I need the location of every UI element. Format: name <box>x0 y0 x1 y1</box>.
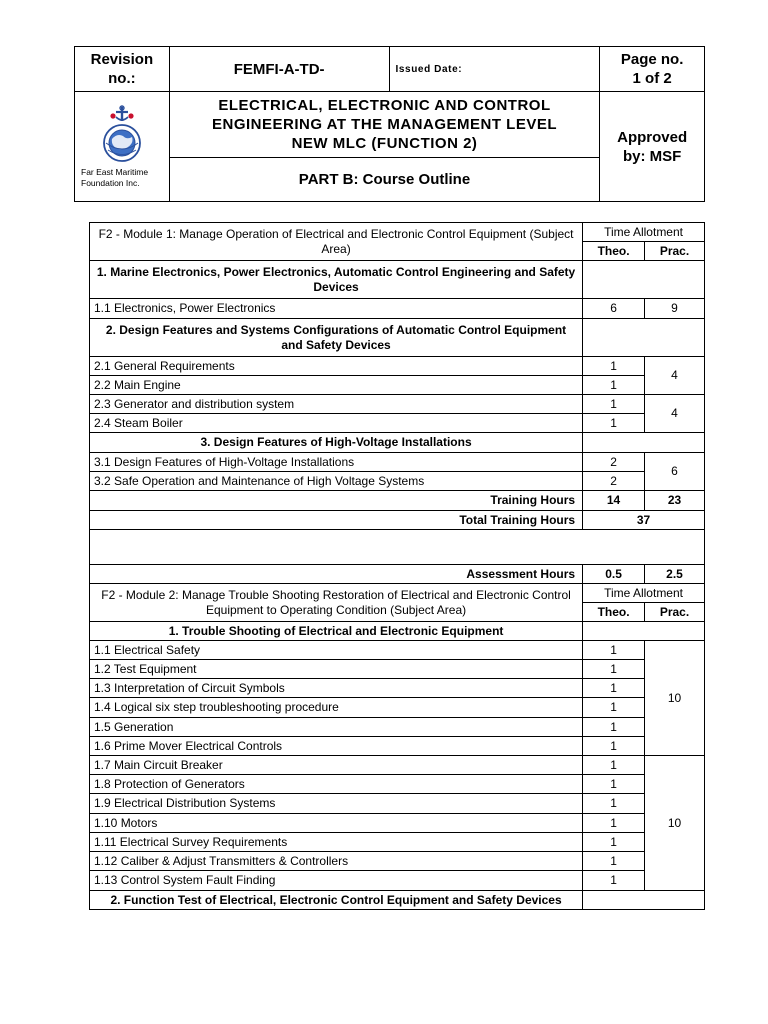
page-number-label: Page no. <box>620 51 684 68</box>
table-row-label: 3.2 Safe Operation and Maintenance of High Voltage Systems <box>90 472 583 491</box>
empty-cell <box>583 433 705 453</box>
module1-theo-header: Theo. <box>583 242 645 261</box>
spacer-row <box>90 530 705 565</box>
theo-value: 1 <box>583 698 645 718</box>
empty-cell <box>583 622 705 641</box>
prac-value: 10 <box>645 756 705 891</box>
prac-value: 4 <box>645 357 705 395</box>
module1-section2-heading: 2. Design Features and Systems Configurations of Automatic Control Equipment and Safety Devices <box>90 319 583 357</box>
theo-value: 1 <box>583 871 645 891</box>
document-code: FEMFI-A-TD- <box>169 47 389 92</box>
theo-value: 1 <box>583 376 645 395</box>
empty-cell <box>583 891 705 910</box>
module2-prac-header: Prac. <box>645 603 705 622</box>
theo-value: 1 <box>583 395 645 414</box>
total-training-hours-label: Total Training Hours <box>90 511 583 530</box>
table-row-label: 2.1 General Requirements <box>90 357 583 376</box>
module2-section1-heading: 1. Trouble Shooting of Electrical and Electronic Equipment <box>90 622 583 641</box>
theo-value: 1 <box>583 756 645 775</box>
theo-value: 1 <box>583 814 645 833</box>
table-row-label: 1.2 Test Equipment <box>90 660 583 679</box>
foundation-logo <box>94 105 150 163</box>
table-row-label: 1.7 Main Circuit Breaker <box>90 756 583 775</box>
globe-seal-icon <box>104 125 140 161</box>
theo-value: 1 <box>583 775 645 794</box>
module1-section3-heading: 3. Design Features of High-Voltage Installations <box>90 433 583 453</box>
module1-title: F2 - Module 1: Manage Operation of Electrical and Electronic Control Equipment (Subject Area) <box>90 223 583 261</box>
assessment-hours-theo: 0.5 <box>583 565 645 584</box>
table-row-label: 1.10 Motors <box>90 814 583 833</box>
table-row-label: 1.3 Interpretation of Circuit Symbols <box>90 679 583 698</box>
module2-title: F2 - Module 2: Manage Trouble Shooting Restoration of Electrical and Electronic Control Equipment to Operating Condition (Subject Area) <box>90 584 583 622</box>
table-row-label: 2.4 Steam Boiler <box>90 414 583 433</box>
theo-value: 6 <box>583 299 645 319</box>
theo-value: 1 <box>583 414 645 433</box>
assessment-hours-label: Assessment Hours <box>90 565 583 584</box>
part-title: PART B: Course Outline <box>169 158 600 202</box>
module2-section2-heading: 2. Function Test of Electrical, Electronic Control Equipment and Safety Devices <box>90 891 583 910</box>
module2-theo-header: Theo. <box>583 603 645 622</box>
table-row-label: 1.12 Caliber & Adjust Transmitters & Controllers <box>90 852 583 871</box>
table-row-label: 1.5 Generation <box>90 718 583 737</box>
table-row-label: 1.6 Prime Mover Electrical Controls <box>90 737 583 756</box>
table-row-label: 1.8 Protection of Generators <box>90 775 583 794</box>
approved-by-line1: Approved <box>617 128 688 146</box>
organization-name-line1: Far East Maritime <box>81 166 149 177</box>
page-number-value: 1 of 2 <box>632 70 672 87</box>
theo-value: 1 <box>583 641 645 660</box>
theo-value: 1 <box>583 660 645 679</box>
revision-label: Revision no.: <box>75 47 170 92</box>
theo-value: 1 <box>583 357 645 376</box>
table-row-label: 2.3 Generator and distribution system <box>90 395 583 414</box>
theo-value: 1 <box>583 852 645 871</box>
module2-time-allotment: Time Allotment <box>583 584 705 603</box>
approved-by-line2: by: MSF <box>622 147 682 165</box>
issued-date-label: Issued Date: <box>389 47 600 92</box>
theo-value: 1 <box>583 794 645 814</box>
module1-prac-header: Prac. <box>645 242 705 261</box>
page-number <box>600 47 705 92</box>
table-row-label: 1.11 Electrical Survey Requirements <box>90 833 583 852</box>
prac-value: 9 <box>645 299 705 319</box>
table-row-label: 1.1 Electronics, Power Electronics <box>90 299 583 319</box>
theo-value: 2 <box>583 453 645 472</box>
prac-value: 10 <box>645 641 705 756</box>
module1-section1-heading: 1. Marine Electronics, Power Electronics, Automatic Control Engineering and Safety Devices <box>90 261 583 299</box>
empty-cell <box>583 319 705 357</box>
course-title-line2: ENGINEERING AT THE MANAGEMENT LEVEL <box>211 116 557 133</box>
table-row-label: 1.4 Logical six step troubleshooting procedure <box>90 698 583 718</box>
table-row-label: 2.2 Main Engine <box>90 376 583 395</box>
theo-value: 1 <box>583 679 645 698</box>
table-row-label: 1.13 Control System Fault Finding <box>90 871 583 891</box>
table-row-label: 1.9 Electrical Distribution Systems <box>90 794 583 814</box>
module1-time-allotment: Time Allotment <box>583 223 705 242</box>
course-title-line1: ELECTRICAL, ELECTRONIC AND CONTROL <box>218 97 551 114</box>
course-title-line3: NEW MLC (FUNCTION 2) <box>291 135 478 152</box>
prac-value: 4 <box>645 395 705 433</box>
theo-value: 2 <box>583 472 645 491</box>
document-header <box>74 46 705 202</box>
theo-value: 1 <box>583 718 645 737</box>
training-hours-label: Training Hours <box>90 491 583 511</box>
logo-cell <box>75 92 170 202</box>
table-row-label: 3.1 Design Features of High-Voltage Installations <box>90 453 583 472</box>
theo-value: 1 <box>583 737 645 756</box>
theo-value: 1 <box>583 833 645 852</box>
total-training-hours-value: 37 <box>583 511 705 530</box>
approved-by <box>600 92 705 202</box>
course-title <box>169 92 600 158</box>
assessment-hours-prac: 2.5 <box>645 565 705 584</box>
anchor-icon <box>110 106 133 121</box>
table-row-label: 1.1 Electrical Safety <box>90 641 583 660</box>
empty-cell <box>583 261 705 299</box>
organization-name-line2: Foundation Inc. <box>81 177 140 188</box>
organization-name <box>75 167 169 189</box>
course-outline-table <box>89 222 705 910</box>
training-hours-prac: 23 <box>645 491 705 511</box>
prac-value: 6 <box>645 453 705 491</box>
training-hours-theo: 14 <box>583 491 645 511</box>
